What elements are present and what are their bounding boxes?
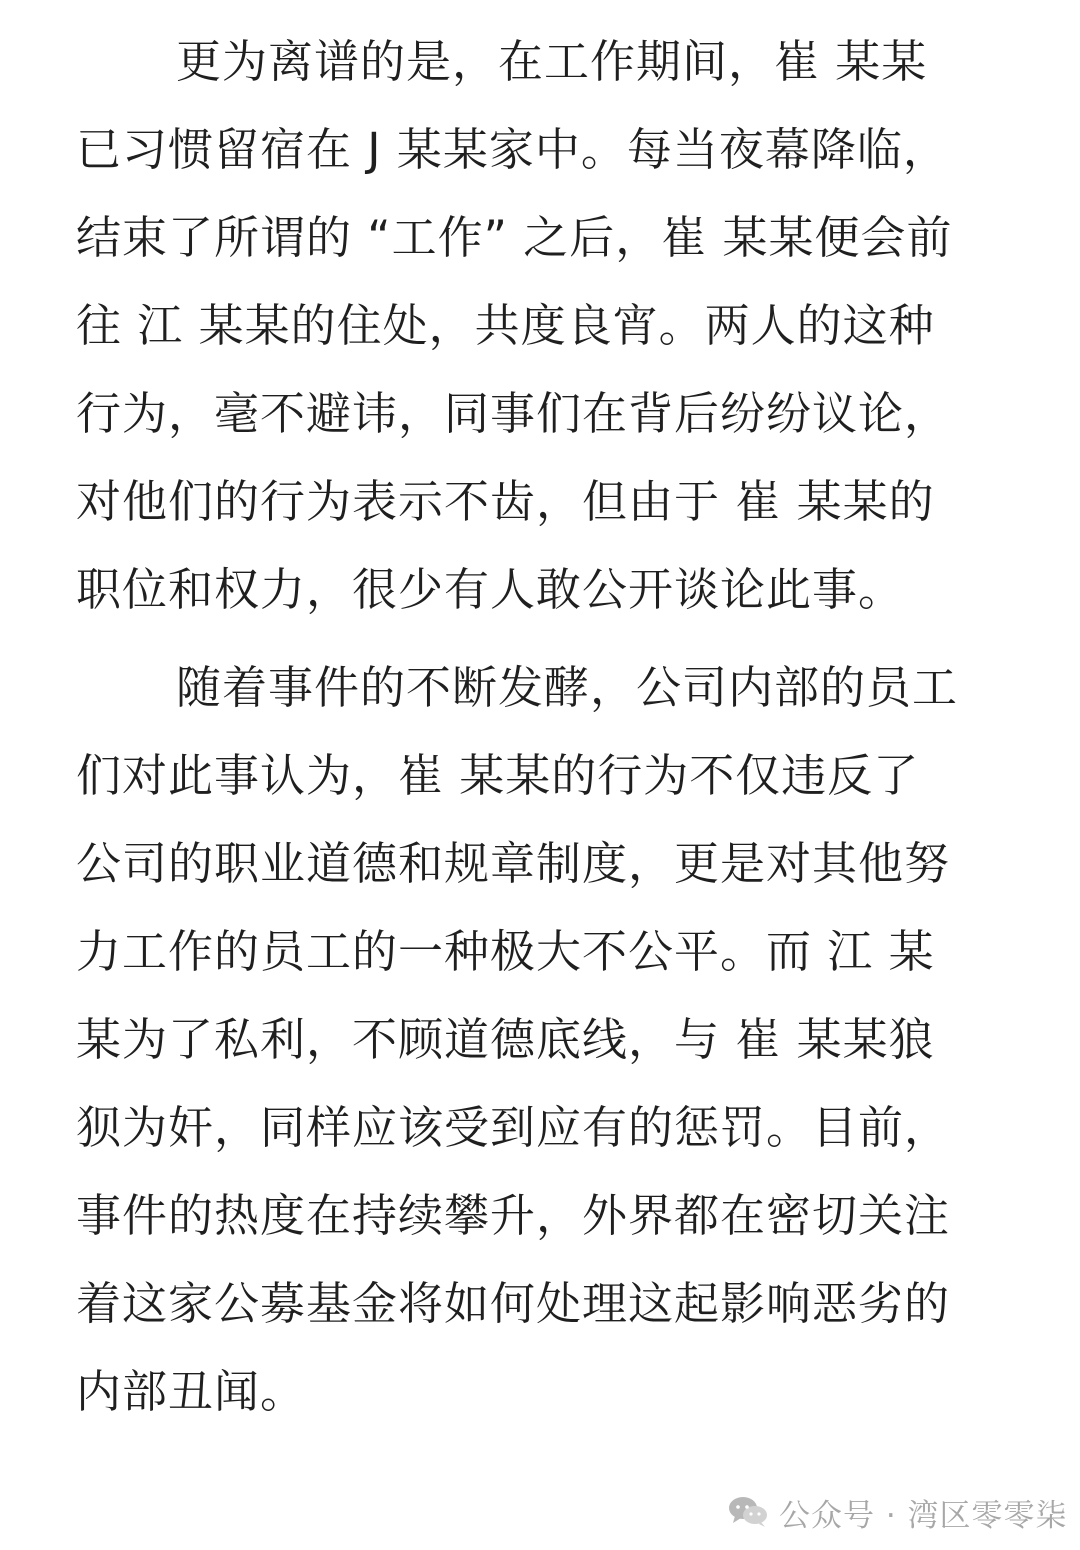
account-watermark bbox=[727, 1484, 1068, 1540]
paragraph-2-line-9: 内部丑闻。 bbox=[76, 1365, 307, 1418]
paragraph-2-line-6: 狈为奸，同样应该受到应有的惩罚。目前， bbox=[76, 1101, 951, 1154]
paragraph-1-line-6: 对他们的行为表示不齿，但由于 崔 某某的 bbox=[76, 475, 935, 528]
paragraph-2-line-7: 事件的热度在持续攀升，外界都在密切关注 bbox=[76, 1189, 951, 1242]
paragraph-1-line-4: 往 江 某某的住处，共度良宵。两人的这种 bbox=[76, 299, 935, 352]
article-paragraph-2 bbox=[76, 644, 1006, 1436]
paragraph-1-line-1: 更为离谱的是，在工作期间，崔 某某 bbox=[176, 35, 928, 88]
paragraph-2-line-8: 着这家公募基金将如何处理这起影响恶劣的 bbox=[76, 1277, 951, 1330]
watermark-text: 公众号 · 湾区零零柒 bbox=[779, 1497, 1068, 1534]
paragraph-2-line-4: 力工作的员工的一种极大不公平。而 江 某 bbox=[76, 925, 935, 978]
article-body bbox=[76, 18, 1006, 1436]
paragraph-1-line-5: 行为，毫不避讳，同事们在背后纷纷议论， bbox=[76, 387, 951, 440]
paragraph-1-line-3: 结束了所谓的 “工作” 之后，崔 某某便会前 bbox=[76, 211, 953, 264]
article-paragraph-1 bbox=[76, 18, 1006, 634]
paragraph-1-line-2: 已习惯留宿在 J 某某家中。每当夜幕降临， bbox=[76, 123, 949, 176]
wechat-icon bbox=[727, 1494, 769, 1530]
paragraph-2-line-2: 们对此事认为，崔 某某的行为不仅违反了 bbox=[76, 749, 920, 802]
paragraph-1-line-7: 职位和权力，很少有人敢公开谈论此事。 bbox=[76, 563, 905, 616]
paragraph-2-line-5: 某为了私利，不顾道德底线，与 崔 某某狼 bbox=[76, 1013, 935, 1066]
paragraph-2-line-3: 公司的职业道德和规章制度，更是对其他努 bbox=[76, 837, 951, 890]
paragraph-2-line-1: 随着事件的不断发酵，公司内部的员工 bbox=[176, 661, 959, 714]
